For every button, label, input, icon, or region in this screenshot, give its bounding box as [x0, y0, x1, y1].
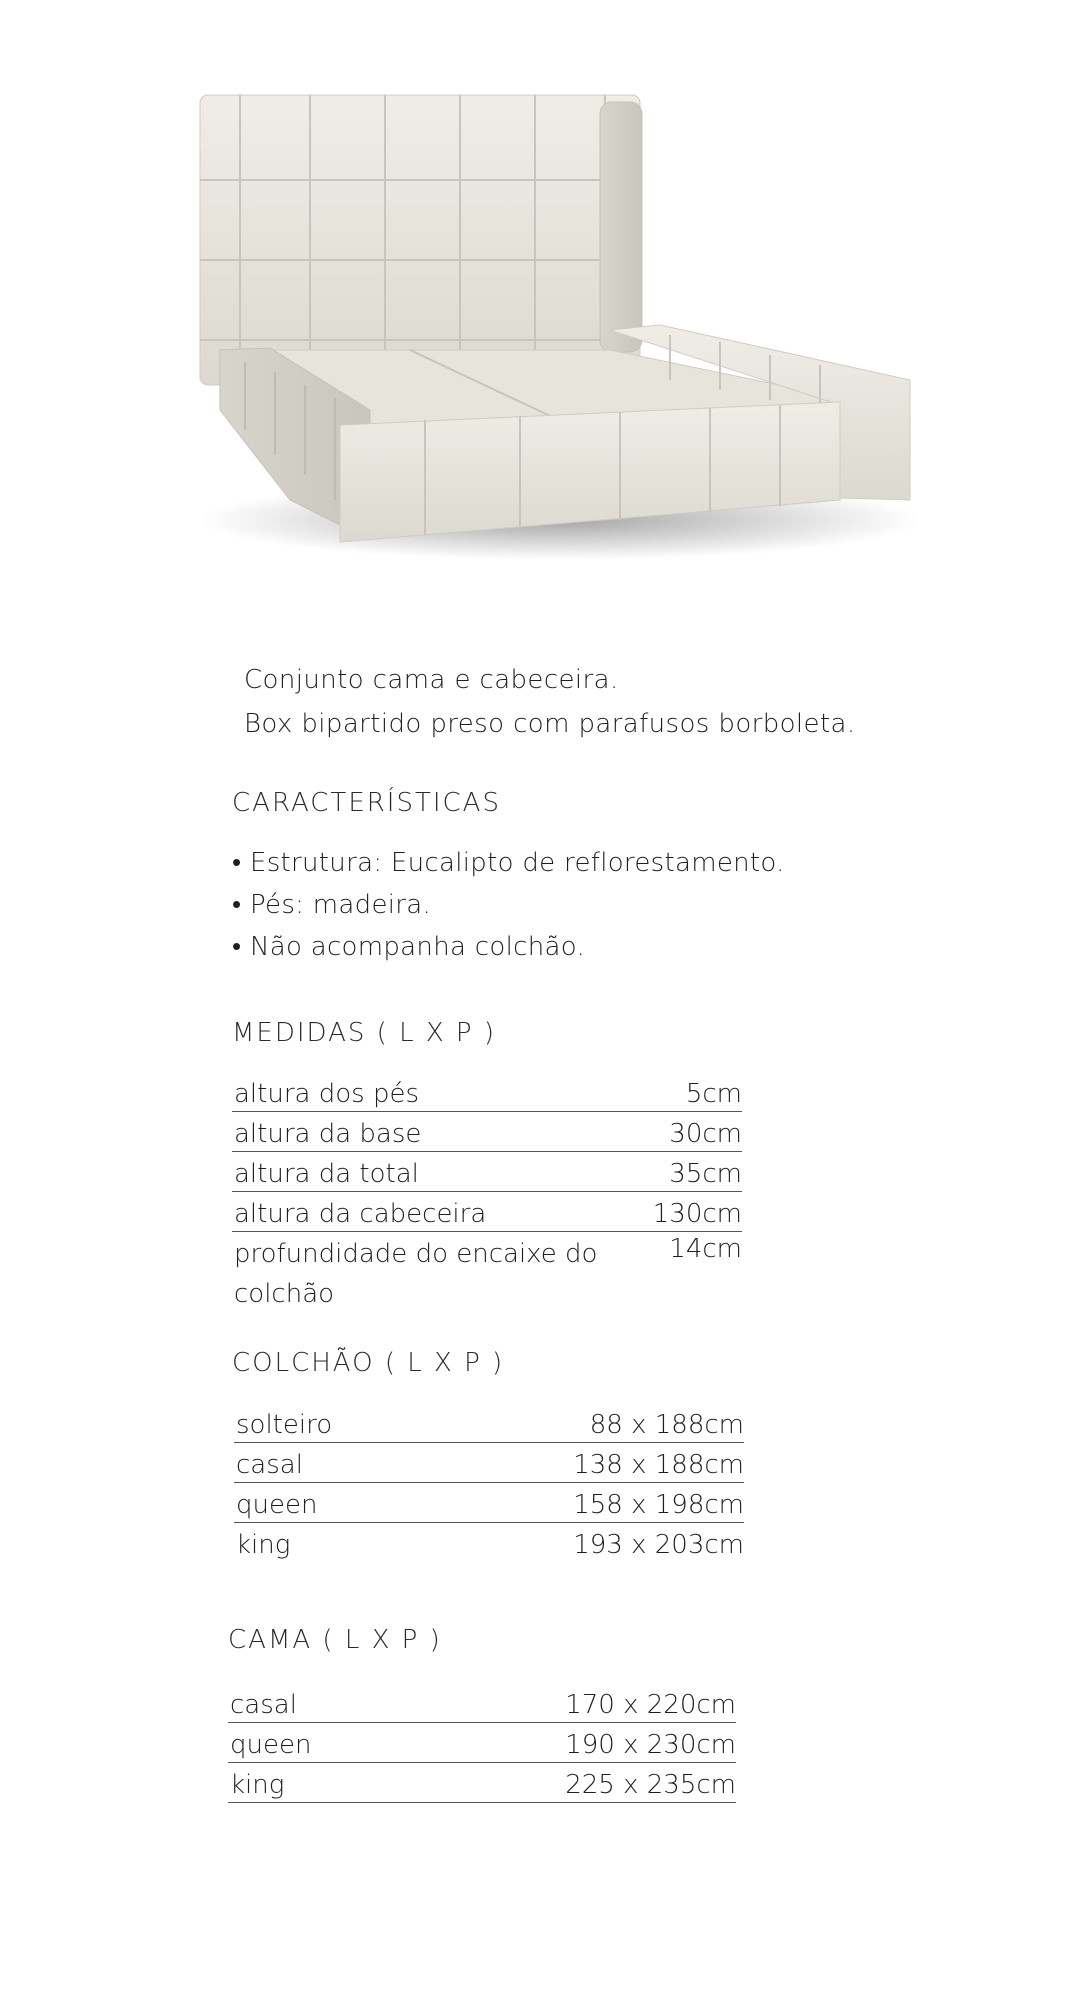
table-row	[232, 1192, 742, 1232]
table-row	[234, 1403, 744, 1443]
row-label: altura da base	[234, 1119, 422, 1149]
row-label: casal	[236, 1450, 303, 1480]
row-value: 130cm	[652, 1199, 742, 1229]
medidas-heading: MEDIDAS ( L X P )	[232, 1018, 496, 1048]
row-label: queen	[230, 1730, 312, 1760]
caracteristicas-item: • Pés: madeira.	[232, 890, 432, 920]
row-value: 170 x 220cm	[565, 1690, 736, 1720]
row-value: 158 x 198cm	[573, 1490, 744, 1520]
table-row	[232, 1152, 742, 1192]
table-row	[228, 1683, 736, 1723]
row-value: 14cm	[669, 1234, 742, 1264]
row-label: profundidade do encaixe do colchão	[234, 1239, 598, 1309]
table-row	[234, 1483, 744, 1523]
row-label: altura da cabeceira	[234, 1199, 487, 1229]
caracteristicas-item: • Não acompanha colchão.	[232, 932, 586, 962]
row-value: 30cm	[669, 1119, 742, 1149]
description-line-2: Box bipartido preso com parafusos borboleta.	[244, 709, 856, 739]
table-row	[234, 1523, 744, 1562]
row-value: 88 x 188cm	[589, 1410, 744, 1440]
caracteristicas-heading: CARACTERÍSTICAS	[232, 788, 501, 818]
row-label: casal	[230, 1690, 297, 1720]
colchao-heading: COLCHÃO ( L X P )	[232, 1348, 505, 1378]
colchao-table	[234, 1403, 744, 1562]
row-label: king	[236, 1530, 291, 1560]
row-label: altura da total	[234, 1159, 419, 1189]
row-label: queen	[236, 1490, 318, 1520]
row-value: 190 x 230cm	[565, 1730, 736, 1760]
medidas-table	[232, 1072, 742, 1314]
cama-heading: CAMA ( L X P )	[228, 1625, 442, 1655]
row-value: 225 x 235cm	[565, 1770, 736, 1800]
row-value: 35cm	[669, 1159, 742, 1189]
row-value: 5cm	[685, 1079, 742, 1109]
cama-table	[228, 1683, 736, 1803]
row-label: altura dos pés	[234, 1079, 419, 1109]
table-row	[232, 1072, 742, 1112]
product-image	[140, 80, 940, 600]
table-row	[234, 1443, 744, 1483]
caracteristicas-item: • Estrutura: Eucalipto de reflorestamento.	[232, 848, 785, 878]
row-value: 138 x 188cm	[573, 1450, 744, 1480]
table-row	[228, 1763, 736, 1803]
row-label: king	[230, 1770, 285, 1800]
table-row	[232, 1232, 742, 1314]
row-value: 193 x 203cm	[573, 1530, 744, 1560]
table-row	[232, 1112, 742, 1152]
table-row	[228, 1723, 736, 1763]
description-line-1: Conjunto cama e cabeceira.	[244, 665, 619, 695]
row-label: solteiro	[236, 1410, 333, 1440]
